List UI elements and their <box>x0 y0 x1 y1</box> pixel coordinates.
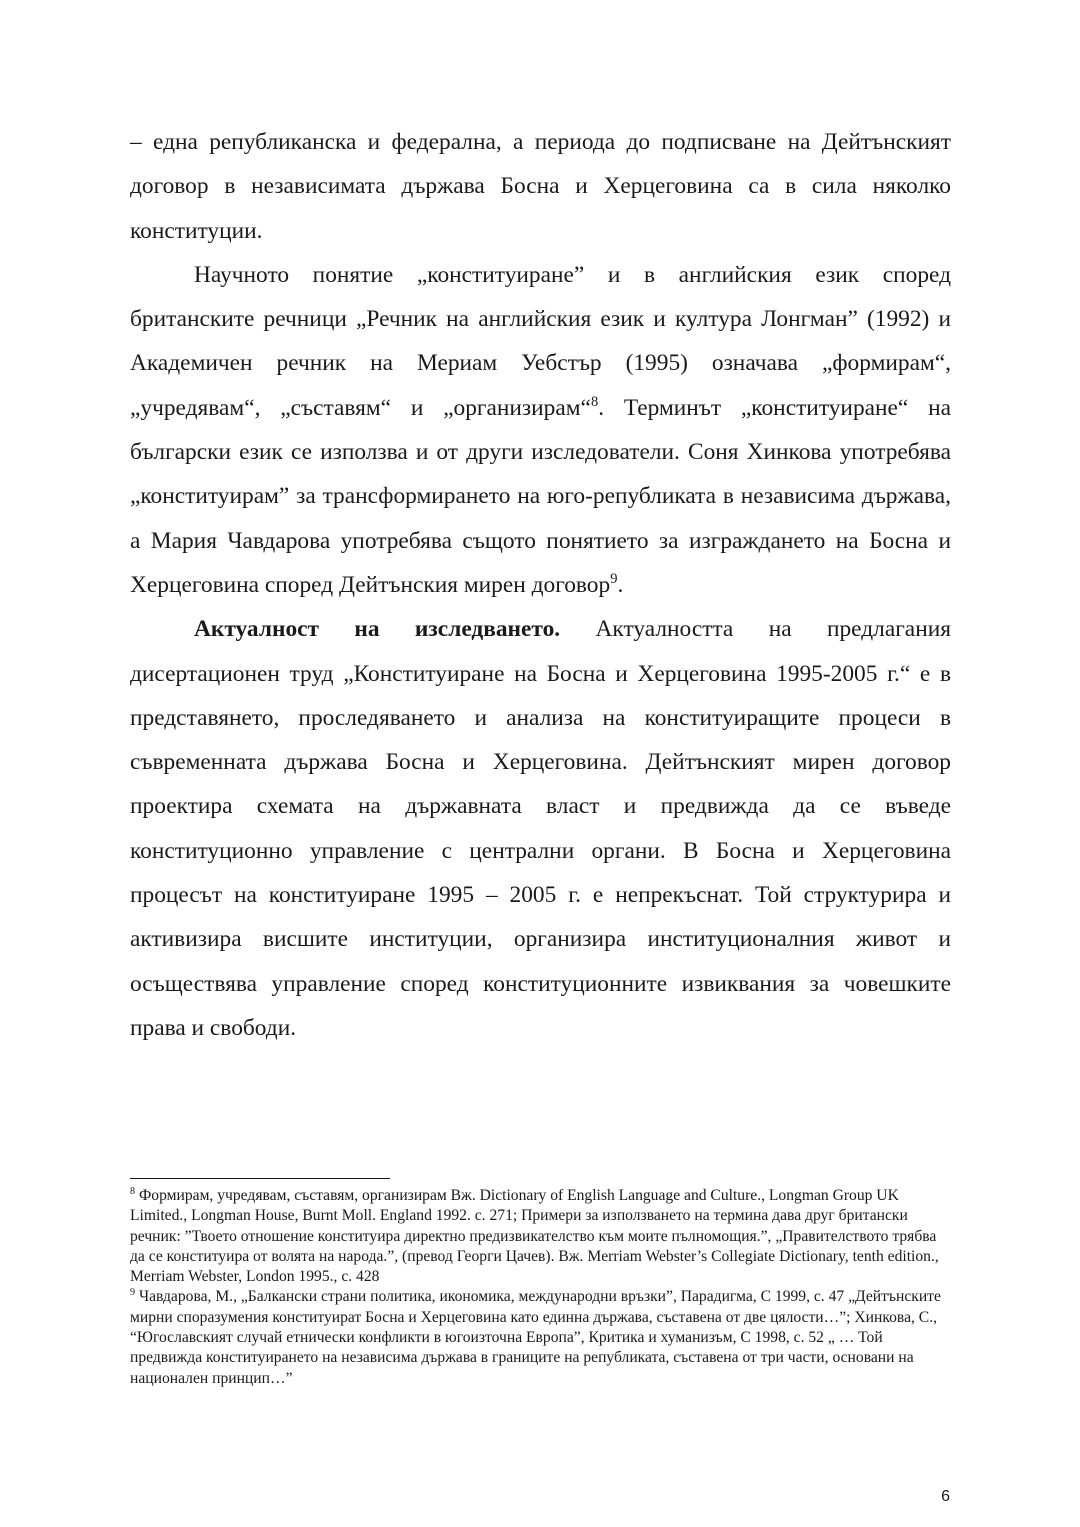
page-number: 6 <box>941 1488 950 1505</box>
section-heading: Актуалност на изследването. <box>194 616 561 643</box>
footnote-9 <box>130 1287 951 1388</box>
paragraph-text: Актуалността на предлагания дисертационен труд „Конституиране на Босна и Херцеговина 1995-2005 г.“ е в представянето, проследяването и анализа на конституиращите процеси в съвременната държава Босна и Херцеговина. Дейтънският мирен договор проектира схемата на държавната власт и предвижда да се въведе конституционно управление с централни органи. В Босна и Херцеговина процесът на конституиране 1995 – 2005 г. е непрекъснат. Той структурира и активизира висшите институции, организира институционалния живот и осъществява управление според конституционните извиквания за човешките права и свободи. <box>130 616 951 1041</box>
paragraph-terminology <box>130 253 951 607</box>
body-text <box>130 120 951 1050</box>
footnote-ref-9[interactable]: 9 <box>610 571 618 588</box>
footnote-text: Чавдарова, М., „Балкански страни политика, икономика, международни връзки”, Парадигма, С 1999, с. 47 „Дейтънските мирни споразумения конституират Босна и Херцеговина като единна държава, съставена от две цялости…”; Хинкова, С., “Югославският случай етнически конфликти в югоизточна Европа”, Критика и хуманизъм, С 1998, с. 52 „ … Той предвижда конституирането на независима държава в границите на републиката, съставена от три части, основани на национален принцип…” <box>130 1288 941 1387</box>
paragraph-continuation: – една републиканска и федерална, а периода до подписване на Дейтънският договор в независимата държава Босна и Херцеговина са в сила няколко конституции. <box>130 129 951 244</box>
paragraph-text: . <box>617 571 624 598</box>
footnote-number: 9 <box>130 1287 136 1299</box>
footnote-ref-8[interactable]: 8 <box>590 393 599 410</box>
footnotes <box>130 1186 951 1389</box>
footnote-text: Формирам, учредявам, съставям, организирам Вж. Dictionary of English Language and Culture., Longman Group UK Limited., Longman House, Burnt Moll. England 1992. c. 271; Примери за използването на термина дава друг британски речник: ”Твоето отношение конституира директно предизвикателство към моите пълномощия.”, „Правителството трябва да се конституира от волята на народа.”, (превод Георги Цачев). Вж. Merriam Webster’s Collegiate Dictionary, tenth edition., Merriam Webster, London 1995., c. 428 <box>130 1187 939 1286</box>
footnote-8 <box>130 1186 951 1287</box>
paragraph-text: . Терминът „конституиране“ на български език се използва и от други изследователи. Соня Хинкова употребява „конституирам” за трансформирането на юго-републиката в независима държава, а Мария Чавдарова употребява същото понятието за изграждането на Босна и Херцеговина според Дейтънския мирен договор <box>130 394 951 598</box>
footnote-number: 8 <box>130 1185 136 1197</box>
paragraph-text: Научното понятие „конституиране” и в английския език според британските речници „Речник на английския език и култура Лонгман” (1992) и Академичен речник на Мериам Уебстър (1995) означава „формирам“, „учредявам“, „съставям“ и „организирам“ <box>130 261 951 421</box>
footnote-separator <box>130 1178 390 1179</box>
paragraph-relevance <box>130 607 951 1050</box>
